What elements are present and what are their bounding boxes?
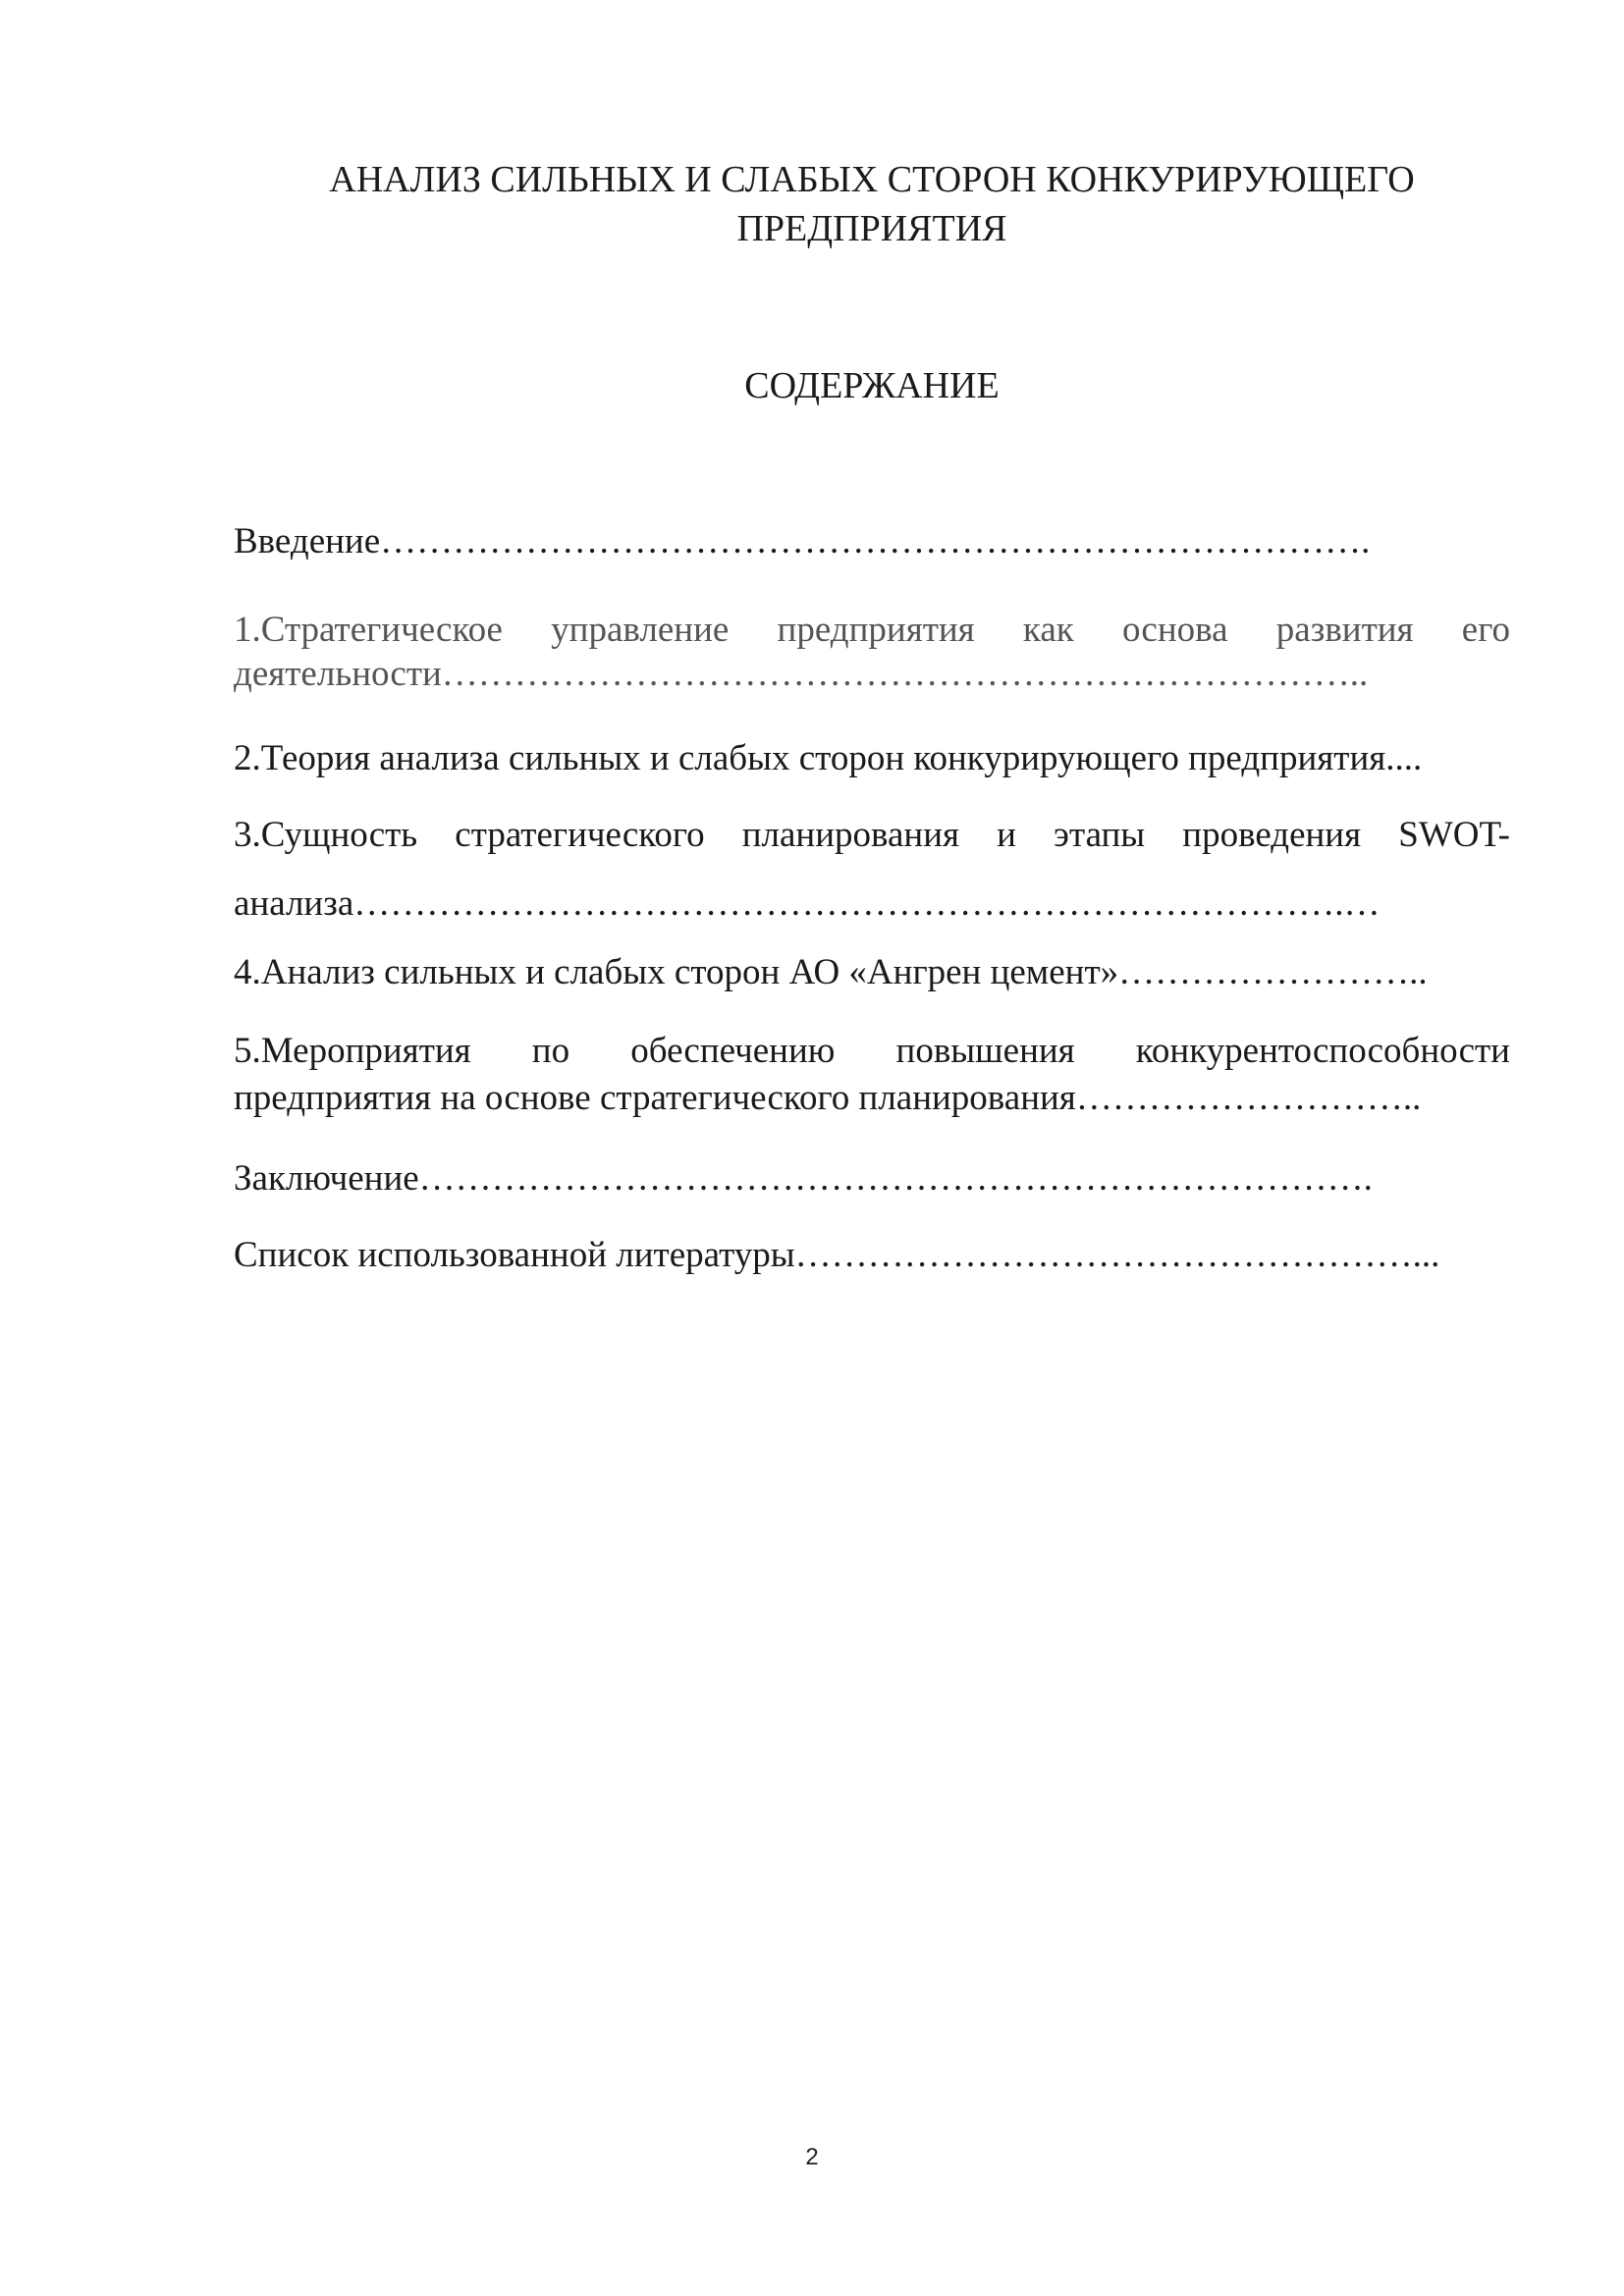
toc-entry-introduction: Введение………………………………………………………………………. — [234, 521, 1371, 561]
toc-entry-5-line-2: предприятия на основе стратегического планирования……………………….. — [234, 1078, 1422, 1118]
toc-entry-4: 4.Анализ сильных и слабых сторон АО «Ангрен цемент»…………………….. — [234, 952, 1428, 992]
toc-entry-5-line-1: 5.Мероприятия по обеспечению повышения конкурентоспособности — [234, 1031, 1510, 1071]
toc-entry-3-line-2: анализа……………………………………………………………………….… — [234, 883, 1380, 924]
document-title — [234, 155, 1510, 253]
page-number: 2 — [805, 2144, 819, 2170]
contents-heading: СОДЕРЖАНИЕ — [744, 365, 1000, 406]
toc-entry-1-line-1: 1.Стратегическое управление предприятия как основа развития его — [234, 610, 1510, 650]
toc-entry-2: 2.Теория анализа сильных и слабых сторон конкурирующего предприятия.... — [234, 738, 1423, 778]
document-title-line-1: АНАЛИЗ СИЛЬНЫХ И СЛАБЫХ СТОРОН КОНКУРИРУЮЩЕГО — [329, 159, 1415, 200]
toc-entry-references: Список использованной литературы……………………………………………... — [234, 1235, 1440, 1275]
toc-entry-1-line-2: деятельности………………………………………………………………….. — [234, 654, 1369, 694]
toc-entry-conclusion: Заключение……………………………………………………………………. — [234, 1158, 1373, 1199]
document-title-line-2: ПРЕДПРИЯТИЯ — [736, 208, 1007, 249]
toc-entry-3-line-1: 3.Сущность стратегического планирования и этапы проведения SWOT- — [234, 815, 1510, 855]
